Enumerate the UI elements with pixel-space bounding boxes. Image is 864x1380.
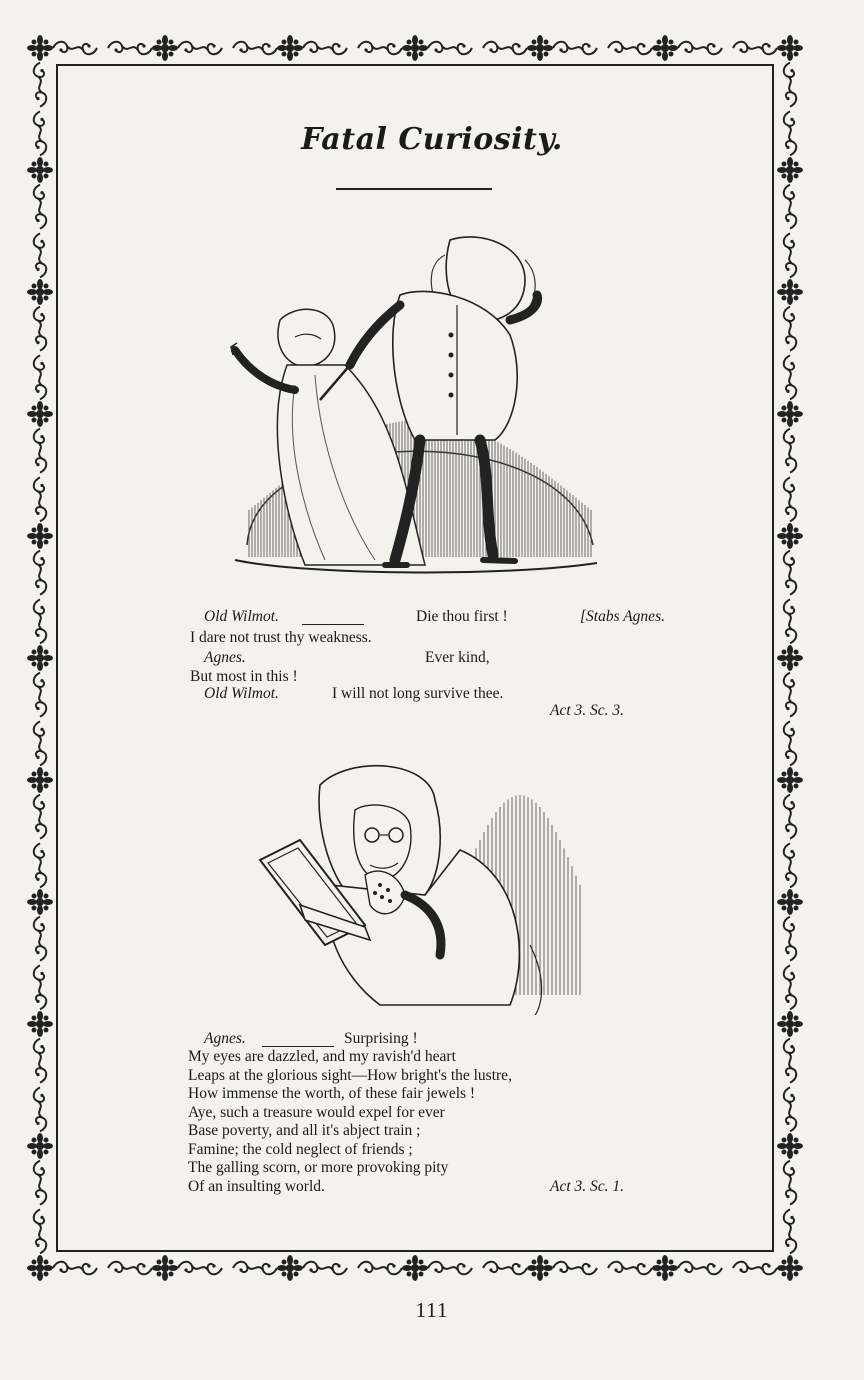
verse-line: But most in this ! xyxy=(190,668,298,685)
page-number: 111 xyxy=(415,1298,449,1322)
stage-direction: [Stabs Agnes. xyxy=(580,608,665,625)
verse-line: How immense the worth, of these fair jewels ! xyxy=(188,1085,476,1102)
speaker-old-wilmot: Old Wilmot. xyxy=(204,608,279,625)
verse-line: Surprising ! xyxy=(344,1030,418,1047)
speaker-old-wilmot: Old Wilmot. xyxy=(204,685,279,702)
speaker-agnes: Agnes. xyxy=(204,649,246,666)
verse-line: Base poverty, and all it's abject train ; xyxy=(188,1122,421,1139)
verse-line: I dare not trust thy weakness. xyxy=(190,629,372,646)
verse-line: Ever kind, xyxy=(425,649,490,666)
speaker-agnes: Agnes. xyxy=(204,1030,246,1047)
verse-line: Die thou first ! xyxy=(416,608,508,625)
page-title: Fatal Curiosity. xyxy=(301,122,563,157)
verse-line: Aye, such a treasure would expel for ever xyxy=(188,1104,445,1121)
verse-line: Famine; the cold neglect of friends ; xyxy=(188,1141,413,1158)
act-scene-citation: Act 3. Sc. 1. xyxy=(550,1178,625,1195)
verse-line: Of an insulting world. xyxy=(188,1178,325,1195)
verse-line: My eyes are dazzled, and my ravish'd heart xyxy=(188,1048,456,1065)
verse-line: Leaps at the glorious sight—How bright's the lustre, xyxy=(188,1067,512,1084)
verse-line: The galling scorn, or more provoking pity xyxy=(188,1159,449,1176)
verse-line: I will not long survive thee. xyxy=(332,685,504,702)
act-scene-citation: Act 3. Sc. 3. xyxy=(550,702,625,719)
